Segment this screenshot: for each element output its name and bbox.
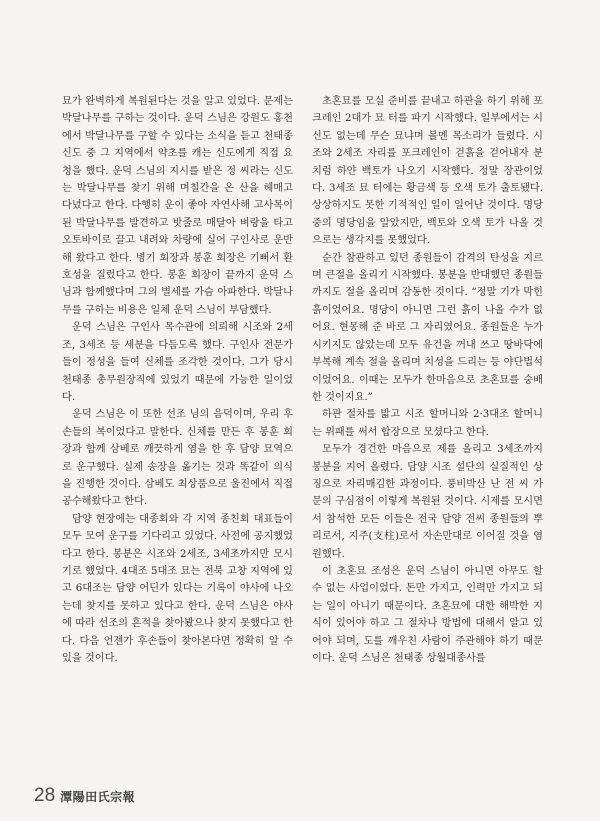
publication-name: 潭陽田氏宗報 [60,790,136,804]
paragraph: 운덕 스님은 구인사 목수관에 의뢰해 시조와 2세조, 3세조 등 세분을 다듬도록 했다. 구인사 전문가들이 정성을 들여 신체를 조각한 것이다. 그가 당시 천태종 총무원장직에 있었기 때문에 가능한 일이었다. [62,322,293,403]
paragraph: 운덕 스님은 이 또한 선조 님의 음덕이며, 우리 후손들의 복이었다고 말한다. 신체를 만든 후 봉훈 회장과 함께 삼베로 깨끗하게 염을 한 후 담양 묘역으로 운구했다. 실제 송장을 옮기는 것과 똑같이 의식을 진행한 것이다. 삼베도 최상품으로 울진에서 직접 공수해왔다고 한다. [62,409,293,508]
paragraph: 이 초혼묘 조성은 운덕 스님이 아니면 아무도 할 수 없는 사업이었다. 돈만 가지고, 인력만 가지고 되는 일이 아니기 때문이다. 초혼묘에 대한 해박한 지식이 있어야 하고 그 절차나 방법에 대해서 알고 있어야 되며, 도를 깨우친 사람이 주관해야 하기 때문이다. 운덕 스님은 천태종 상월대종사를 [312,565,543,664]
page-number: 28 [34,785,56,806]
left-text-column [62,93,293,667]
paragraph: 초혼묘를 모실 준비를 끝내고 하관을 하기 위해 포크레인 2대가 묘 터를 파기 시작했다. 일부에서는 시신도 없는데 무슨 묘냐며 볼멘 목소리가 들렸다. 시조와 2세조 자리를 포크레인이 걷흙을 걷어내자 분치럼 하얀 백토가 나오기 시작했다. 정말 장관이었다. 3세조 묘 터에는 황금색 등 오색 토가 출토됐다. 상상하지도 못한 기적적인 일이 일어난 것이다. 명당 중의 명당임을 알았지만, 백토와 오색 토가 나올 것으로는 생각지를 못했었다. [312,96,543,247]
right-text-column [312,93,543,667]
paragraph: 담양 현장에는 대종회와 각 지역 종친회 대표들이 모두 모여 운구를 기다리고 있었다. 사전에 공지했었다고 한다. 봉분은 시조와 2세조, 3세조까지만 모시기로 했었다. 4대조 5대조 묘는 전북 고창 지역에 있고 6대조는 담양 어딘가 있다는 기록이 야사에 나오는데 찾지를 못하고 있다고 한다. 운덕 스님은 야사에 따라 선조의 흔적을 찾아봤으나 찾지 못했다고 한다. 다음 언젠가 후손들이 찾아본다면 정확히 알 수 있을 것이다. [62,513,293,664]
page-footer [34,785,135,807]
paragraph: 하관 절차를 밟고 시조 할머니와 2·3대조 할머니는 위패를 써서 합장으로 모셨다고 한다. [312,409,543,438]
paragraph: 묘가 완벽하게 복원된다는 것을 알고 있었다. 문제는 박달나무를 구하는 것이다. 운덕 스님은 강원도 홍천에서 박달나무를 구할 수 있다는 소식을 듣고 천태종 신도 중 그 지역에서 약초를 캐는 신도에게 직접 요청을 했다. 운덕 스님의 지시를 받은 정 씨라는 신도는 박달나무를 찾기 위해 며칠간을 온 산을 헤매고 다녔다고 한다. 다행히 운이 좋아 자연사해 고사목이 된 박달나무를 발견하고 밧줄로 매달아 벼랑을 타고 오토바이로 끌고 내려와 차량에 실어 구인사로 운반해 왔다고 한다. 병기 회장과 봉훈 회장은 기뻐서 환호성을 질렀다고 한다. 봉훈 회장이 끝까지 운덕 스님과 함께했다며 그의 별세를 가슴 아파한다. 박달나무를 구하는 비용은 일체 운덕 스님이 부담했다. [62,96,293,316]
paragraph: 모두가 경건한 마음으로 제를 올리고 3세조까지 봉분을 지어 올렸다. 담양 시조 설단의 실질적인 상징으로 자리매김한 과정이다. 풍비박산 난 전 씨 가문의 구심점이 이렇게 복원된 것이다. 시제를 모시면서 참석한 모든 이들은 전국 담양 전씨 종원들의 뿌리로서, 지주(支柱)로서 자손만대로 이어질 것을 염원했다. [312,444,543,560]
paragraph: 순간 참관하고 있던 종원들이 감격의 탄성을 지르며 큰절을 올리기 시작했다. 봉분을 반대했던 종원들까지도 절을 올리며 감동한 것이다. “정말 기가 막힌 흙이었어요. 명당이 아니면 그런 흙이 나올 수가 없어요. 현몽해 준 바로 그 자리였어요. 종원들은 누가 시키지도 않았는데 모두 유건을 꺼내 쓰고 땅바닥에 부복해 계속 절을 올리며 치성을 드리는 등 야단법석이었어요. 이때는 모두가 한마음으로 초혼묘를 숭배한 것이지요.” [312,252,543,403]
